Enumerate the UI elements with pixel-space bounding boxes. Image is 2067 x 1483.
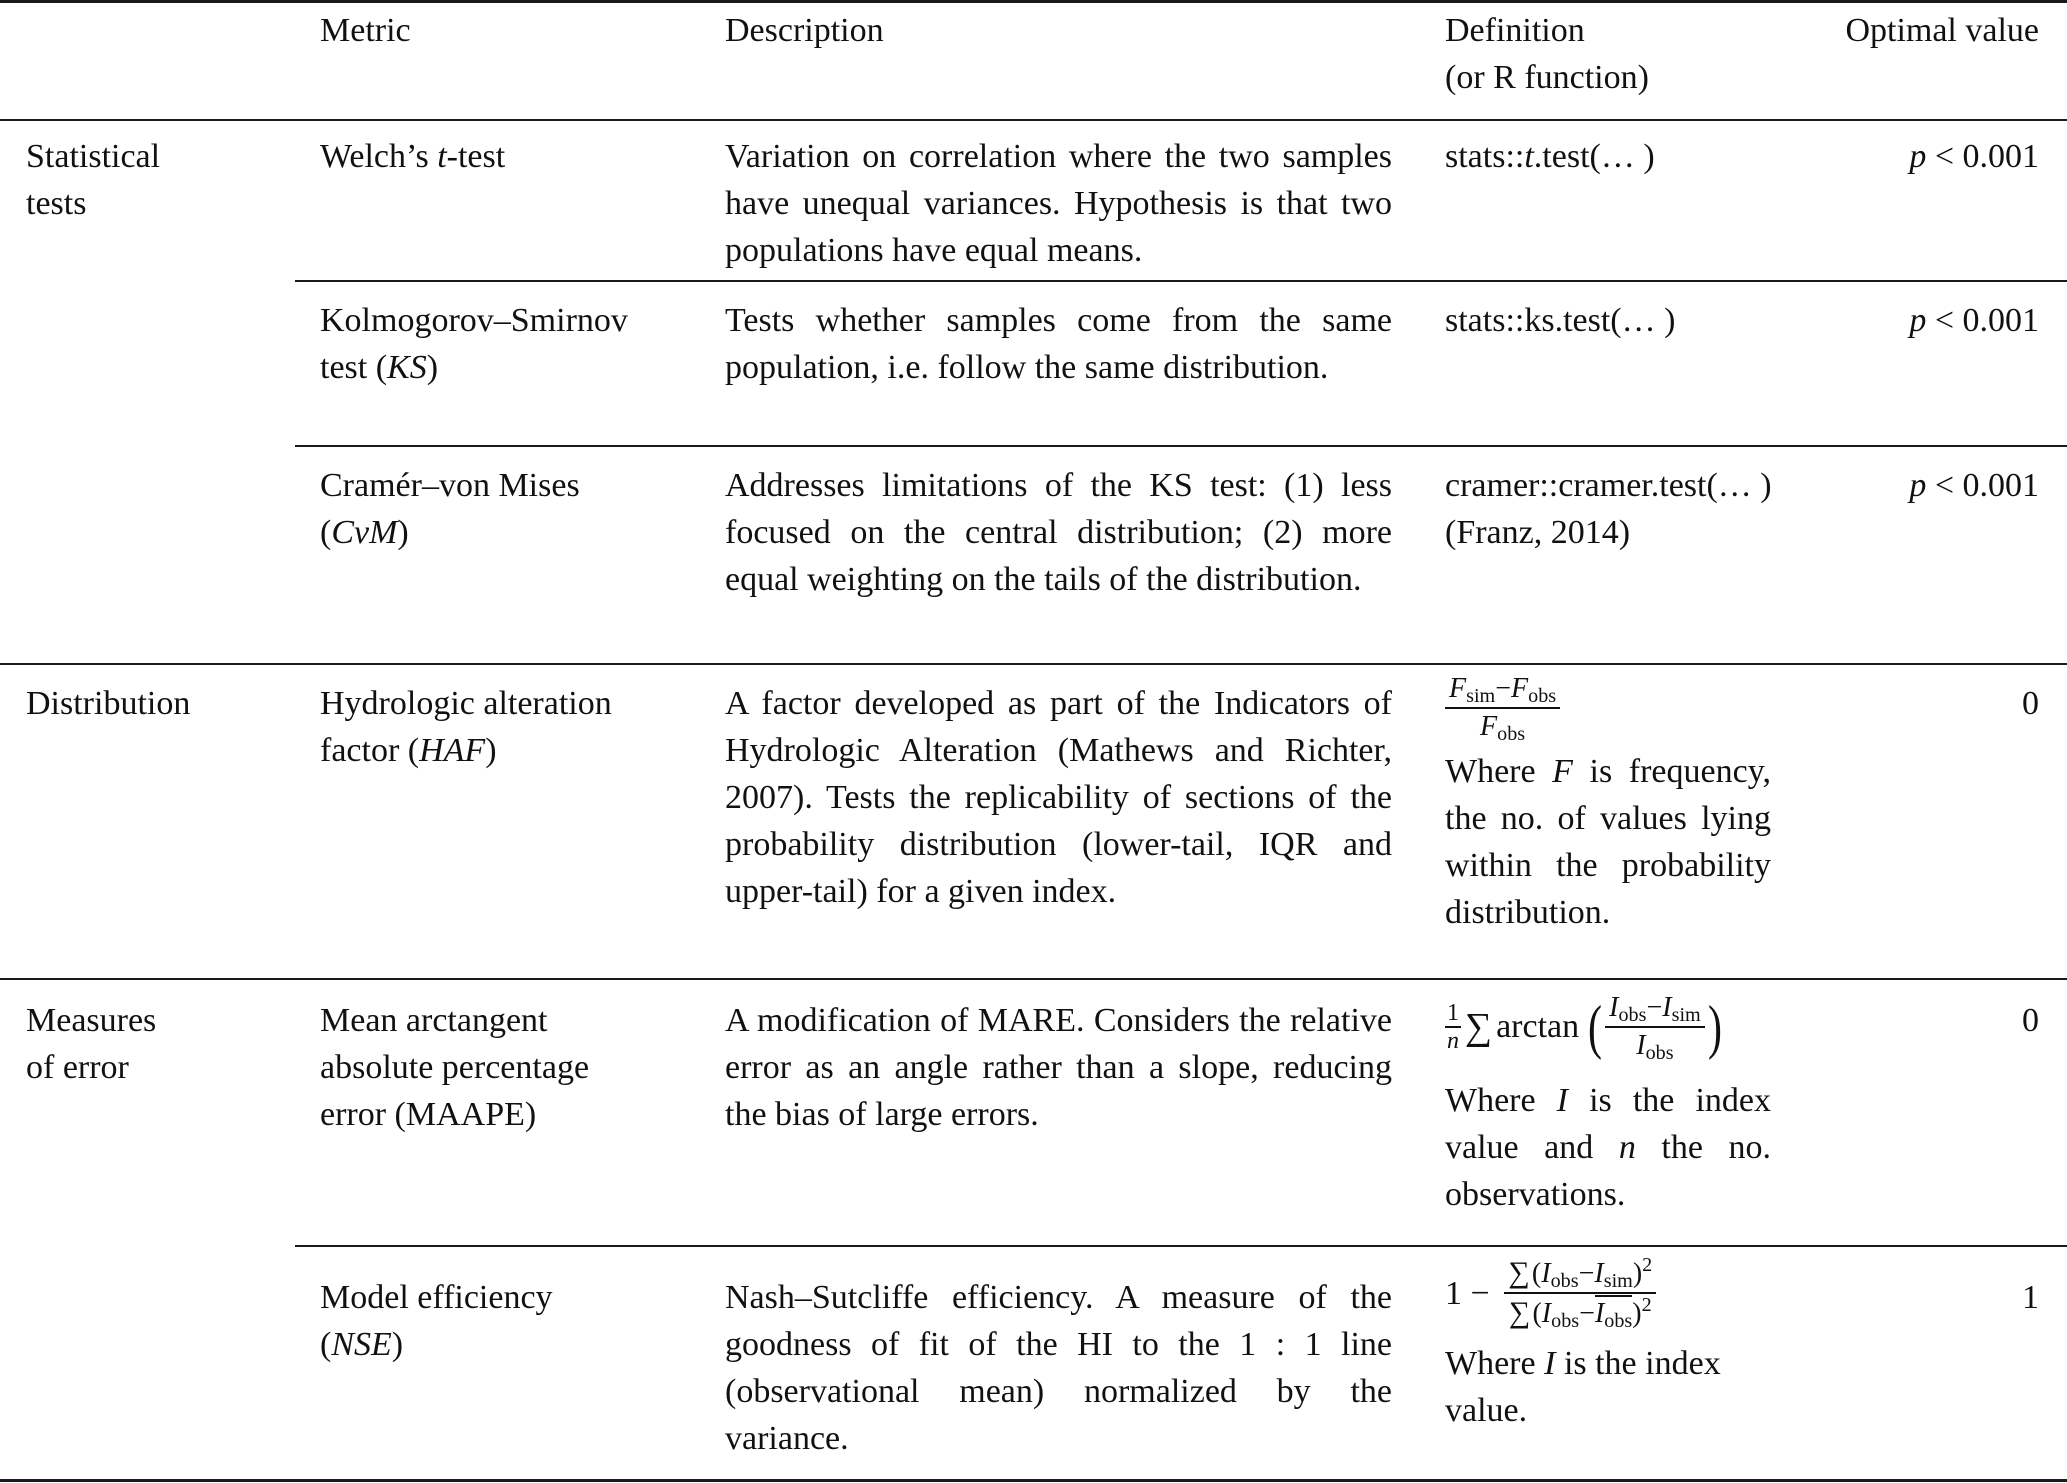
metric-text: Cramér–von Mises: [320, 467, 580, 504]
formula-exponent: 2: [1642, 1253, 1653, 1276]
formula-subscript: sim: [1466, 684, 1496, 707]
formula-operator: −: [1646, 991, 1663, 1023]
optimal-value: 0: [2022, 1002, 2039, 1039]
metric-definition: [1445, 985, 1771, 1218]
metric-italic: KS: [387, 349, 427, 386]
metric-text: -test: [446, 138, 506, 175]
header-definition-line1: Definition: [1445, 12, 1585, 49]
optimal-threshold: < 0.001: [1926, 467, 2039, 504]
metric-name: [320, 462, 710, 556]
section-label-line: Measures: [26, 1002, 157, 1039]
section-label-line: Statistical: [26, 138, 161, 175]
metric-text: error (MAAPE): [320, 1096, 537, 1133]
formula-paren: (: [1532, 1298, 1542, 1329]
metric-name: [320, 997, 710, 1138]
metric-name: [320, 133, 710, 180]
note-text: Where: [1445, 1345, 1545, 1382]
formula-symbol: n: [1447, 1028, 1459, 1054]
top-rule: [0, 0, 2067, 3]
formula-subscript: sim: [1671, 1003, 1701, 1026]
note-italic: I: [1556, 1082, 1568, 1119]
header-definition-line2: (or R function): [1445, 59, 1649, 96]
formula-function: arctan: [1496, 1008, 1580, 1045]
formula-symbol: I: [1594, 1257, 1604, 1289]
optimal-variable: p: [1909, 138, 1927, 175]
formula-subscript: obs: [1604, 1310, 1633, 1333]
formula-symbol: F: [1449, 672, 1467, 704]
note-text: is frequency, the no. of values lying within the probability distribution.: [1445, 753, 1771, 931]
optimal-variable: p: [1909, 302, 1927, 339]
optimal-value: [1779, 133, 2039, 180]
note-text: is the index value.: [1445, 1345, 1721, 1429]
formula-note: [1445, 1340, 1771, 1434]
note-text: Where: [1445, 1082, 1557, 1119]
nse-formula: [1445, 1250, 1771, 1338]
metric-description: Addresses limitations of the KS test: (1) less focused on the central distribution; (2) more equal weighting on the tails of the distribution.: [725, 467, 1392, 598]
metric-definition: [1445, 1250, 1771, 1434]
metric-description: A factor developed as part of the Indicators of Hydrologic Alteration (Mathews and Richter, 2007). Tests the replicability of sections of the probability distribution (lower-tail, IQR and upper-tail) for a given index.: [725, 685, 1392, 910]
optimal-value: 1: [2022, 1279, 2039, 1316]
metric-description: Variation on correlation where the two samples have unequal variances. Hypothesis is that two populations have equal means.: [725, 138, 1392, 269]
formula-symbol: I: [1662, 991, 1672, 1023]
definition-text: stats::: [1445, 138, 1525, 175]
formula-paren: ): [1632, 1298, 1642, 1329]
sum-symbol: ∑: [1508, 1255, 1530, 1289]
note-italic: n: [1618, 1129, 1636, 1166]
formula-operator: −: [1495, 672, 1512, 704]
note-text: Where: [1445, 753, 1553, 790]
formula-symbol: I: [1541, 1298, 1552, 1329]
metric-definition: stats::ks.test(… ): [1445, 302, 1676, 339]
note-text: the no. observations.: [1445, 1129, 1771, 1213]
metric-text: ): [397, 514, 409, 551]
fraction: [1605, 991, 1705, 1065]
formula-subscript: obs: [1528, 684, 1557, 707]
sum-symbol: ∑: [1465, 1006, 1493, 1048]
metric-text: Mean arctangent: [320, 1002, 548, 1039]
metric-text: (: [320, 514, 332, 551]
metric-italic: NSE: [331, 1326, 392, 1363]
formula-symbol: I: [1636, 1030, 1646, 1061]
metric-text: Kolmogorov–Smirnov: [320, 302, 628, 339]
formula-subscript: sim: [1603, 1269, 1633, 1292]
metric-description: Nash–Sutcliffe efficiency. A measure of the goodness of fit of the HI to the 1 : 1 line (observational mean) normalized by the variance.: [725, 1279, 1392, 1457]
fraction-one-over-n: [1445, 1000, 1461, 1055]
formula-paren: (: [1588, 994, 1603, 1060]
metric-name: [320, 297, 710, 391]
formula-symbol: I: [1609, 991, 1619, 1023]
haf-formula: [1445, 670, 1771, 746]
metric-text: ): [391, 1326, 404, 1363]
formula-symbol: F: [1511, 672, 1529, 704]
optimal-value: [1779, 462, 2039, 509]
metric-text: Hydrologic alteration: [320, 685, 612, 722]
definition-text: cramer::cramer.test(… ): [1445, 467, 1772, 504]
optimal-threshold: < 0.001: [1926, 138, 2039, 175]
definition-italic: t: [1524, 138, 1534, 175]
formula-paren: ): [1632, 1257, 1643, 1289]
metric-definition: [1445, 670, 1771, 936]
fraction: [1445, 672, 1560, 746]
formula-symbol: I: [1594, 1298, 1605, 1329]
formula-subscript: obs: [1618, 1003, 1647, 1026]
optimal-value: [1779, 297, 2039, 344]
optimal-value: 0: [2022, 685, 2039, 722]
section-label-statistical-tests: [26, 133, 286, 227]
formula-symbol: F: [1480, 711, 1498, 742]
sum-symbol: ∑: [1508, 1296, 1531, 1329]
formula-numerator: 1: [1445, 1000, 1461, 1028]
bottom-rule: [0, 1479, 2067, 1482]
formula-note: [1445, 1077, 1771, 1218]
optimal-threshold: < 0.001: [1926, 302, 2039, 339]
section-label-distribution: Distribution: [26, 685, 191, 722]
metric-text: ): [485, 732, 497, 769]
formula-paren: (: [1531, 1257, 1542, 1289]
metric-text: (: [320, 1326, 332, 1363]
note-text: is the index value and: [1445, 1082, 1771, 1166]
metric-description: A modification of MARE. Considers the relative error as an angle rather than a slope, reducing the bias of large errors.: [725, 1002, 1392, 1133]
section-label-measures-of-error: [26, 997, 286, 1091]
section-label-line: tests: [26, 185, 87, 222]
metric-name: [320, 1274, 710, 1368]
metric-text: factor (: [320, 732, 420, 769]
optimal-variable: p: [1909, 467, 1927, 504]
section-rule: [0, 978, 2067, 980]
definition-text: .test(… ): [1533, 138, 1655, 175]
metric-text: Welch’s: [320, 138, 438, 175]
fraction: [1504, 1253, 1656, 1333]
row-rule: [295, 1245, 2067, 1247]
header-rule: [0, 119, 2067, 121]
formula-leading-term: 1 −: [1445, 1275, 1499, 1312]
formula-note: [1445, 748, 1771, 936]
metric-text: ): [426, 349, 439, 386]
metric-italic: CvM: [331, 514, 398, 551]
row-rule: [295, 280, 2067, 282]
section-label-line: of error: [26, 1049, 129, 1086]
header-optimal-value: Optimal value: [1845, 12, 2039, 49]
mean-overline: [1594, 1295, 1633, 1333]
formula-symbol: I: [1541, 1257, 1551, 1289]
formula-subscript: obs: [1551, 1310, 1580, 1333]
header-description: Description: [725, 12, 884, 49]
metric-italic: t: [437, 138, 447, 175]
section-rule: [0, 663, 2067, 665]
formula-paren: ): [1707, 994, 1722, 1060]
metric-name: [320, 680, 710, 774]
metric-text: test (: [320, 349, 388, 386]
formula-subscript: obs: [1645, 1042, 1674, 1065]
formula-subscript: obs: [1497, 723, 1526, 746]
metric-text: Model efficiency: [320, 1279, 553, 1316]
definition-citation: (Franz, 2014): [1445, 514, 1631, 551]
maape-formula: [1445, 985, 1771, 1069]
header-metric: Metric: [320, 12, 411, 49]
formula-exponent: 2: [1641, 1293, 1652, 1316]
note-italic: F: [1552, 753, 1573, 790]
formula-subscript: obs: [1550, 1269, 1579, 1292]
formula-operator: −: [1579, 1298, 1595, 1329]
formula-operator: −: [1578, 1257, 1595, 1289]
metric-italic: HAF: [419, 732, 486, 769]
metric-text: absolute percentage: [320, 1049, 590, 1086]
note-italic: I: [1544, 1345, 1556, 1382]
row-rule: [295, 445, 2067, 447]
metric-description: Tests whether samples come from the same population, i.e. follow the same distribution.: [725, 302, 1392, 386]
